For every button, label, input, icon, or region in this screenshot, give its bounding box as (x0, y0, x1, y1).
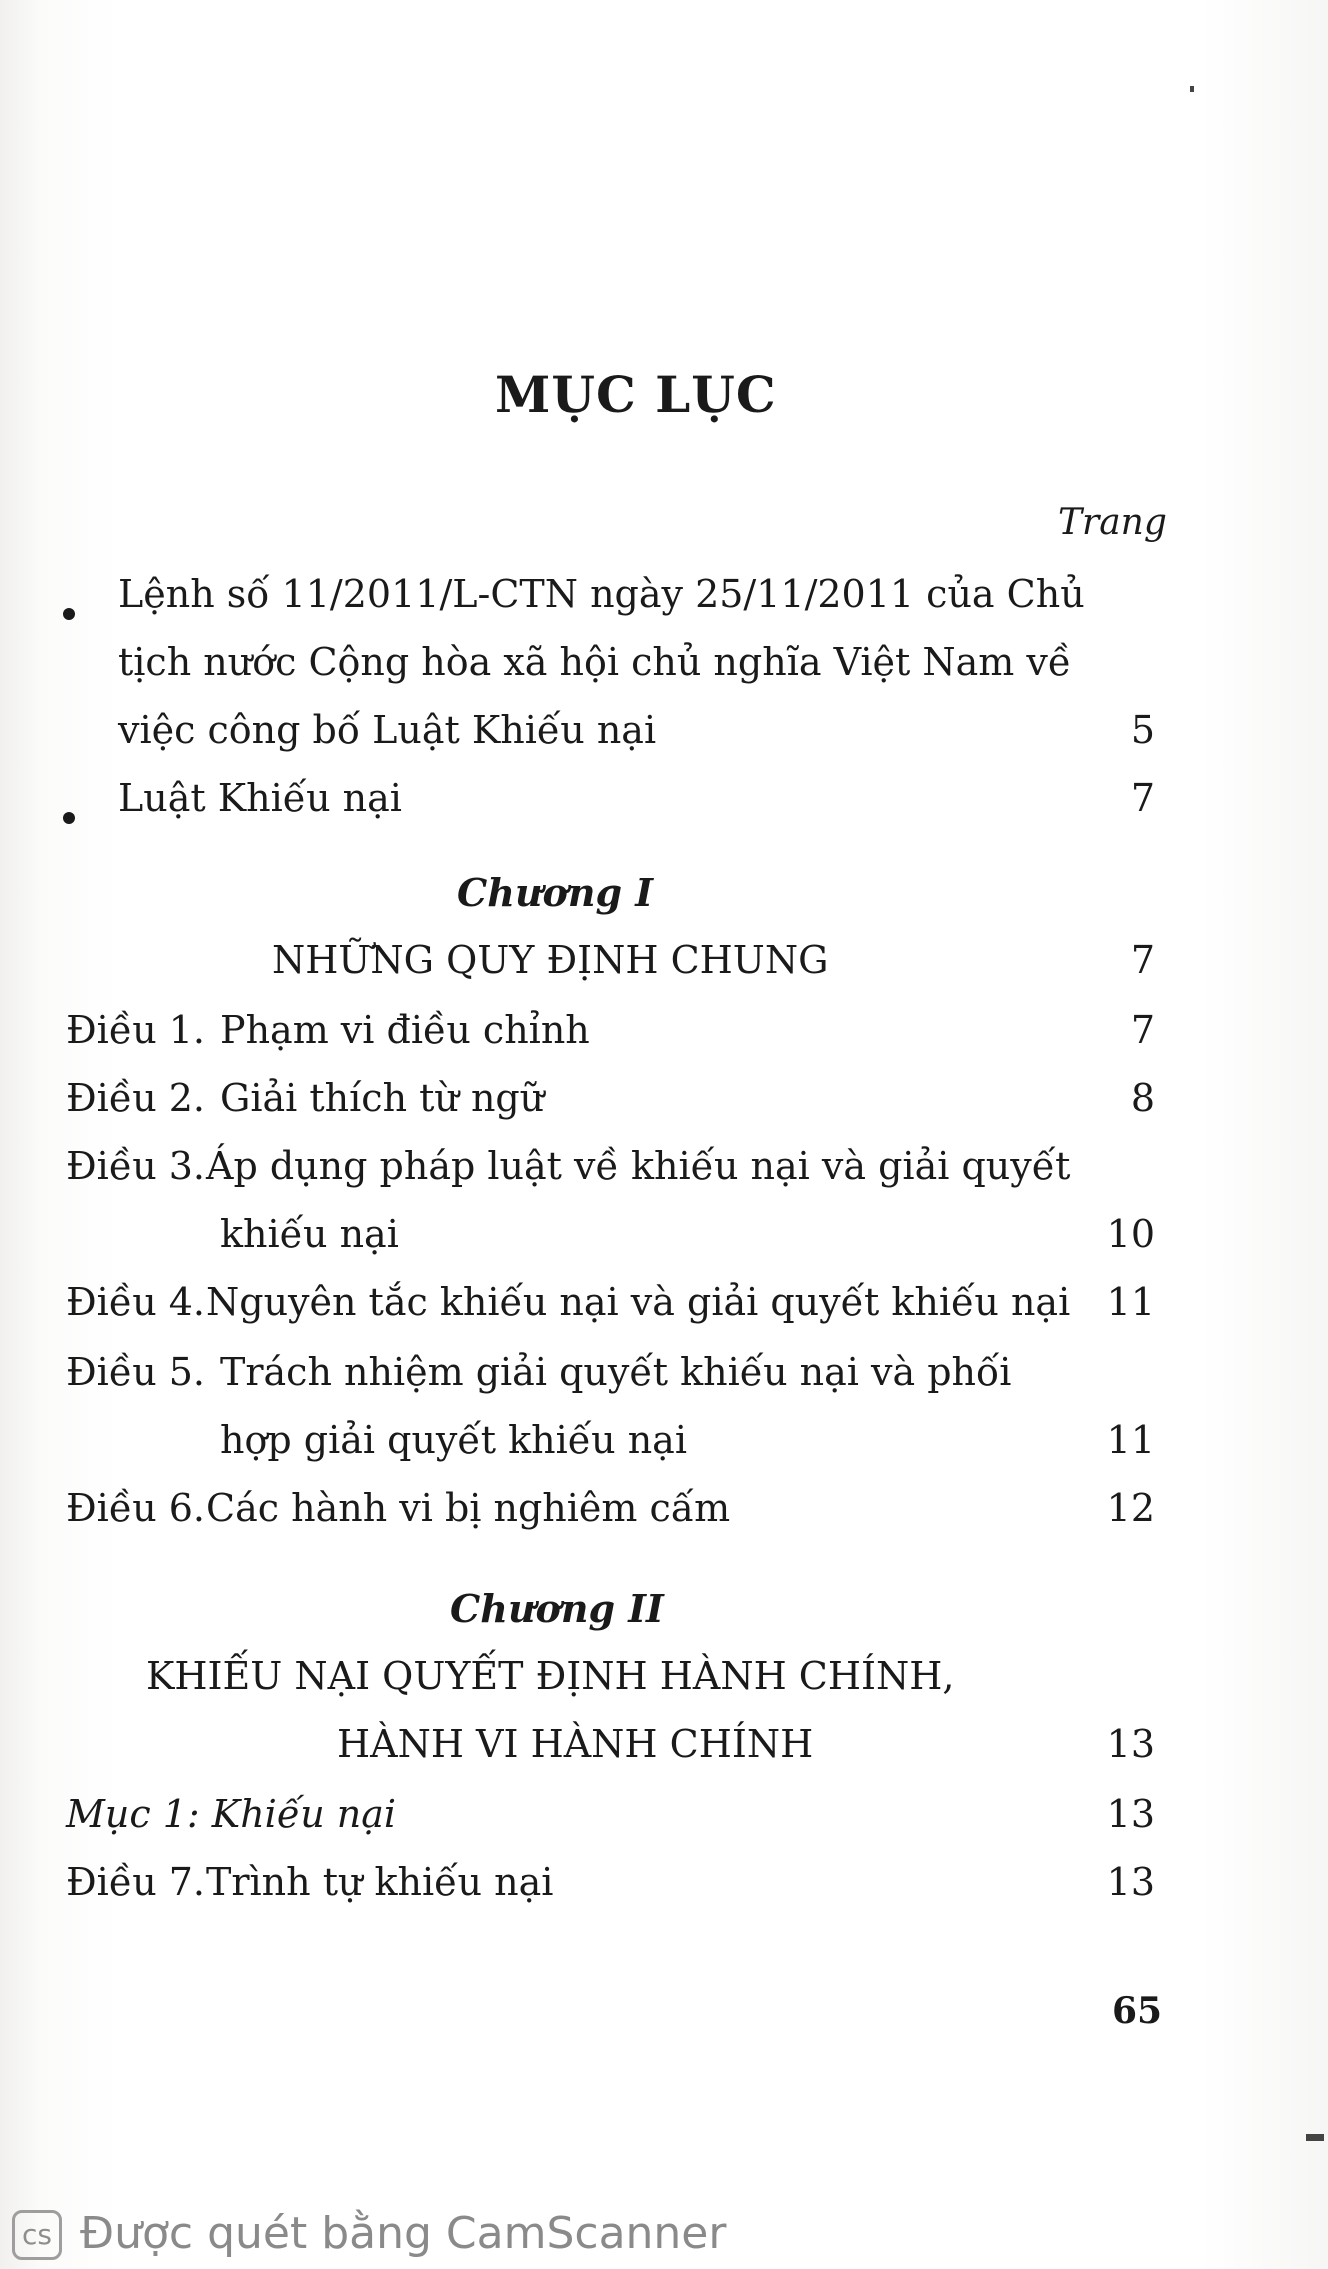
article-label: Điều 2. (66, 1076, 206, 1120)
toc-entry-text: việc công bố Luật Khiếu nại (118, 708, 657, 752)
toc-entry-text: tịch nước Cộng hòa xã hội chủ nghĩa Việt Nam về (118, 640, 1072, 684)
chapter-label: Chương II (450, 1586, 664, 1631)
toc-page-number: 7 (1130, 938, 1155, 982)
article-text: Nguyên tắc khiếu nại và giải quyết khiếu nại (206, 1280, 1071, 1324)
camscanner-watermark (0, 2200, 1328, 2269)
page-title: MỤC LỤC (495, 365, 777, 424)
article-label: Điều 7. (66, 1860, 206, 1904)
watermark-text: Được quét bằng CamScanner (80, 2208, 727, 2259)
toc-page-number: 13 (1106, 1722, 1155, 1766)
article-label: Điều 1. (66, 1008, 206, 1052)
toc-page-number: 13 (1106, 1860, 1155, 1904)
article-label: Điều 6. (66, 1486, 206, 1530)
toc-page-number: 13 (1106, 1792, 1155, 1836)
article-text: Áp dụng pháp luật về khiếu nại và giải quyết (206, 1144, 1071, 1188)
article-label: Điều 3. (66, 1144, 206, 1188)
chapter-heading: NHỮNG QUY ĐỊNH CHUNG (272, 938, 829, 982)
article-label: Điều 4. (66, 1280, 206, 1324)
bullet-dot (63, 608, 75, 620)
toc-page-number: 11 (1106, 1418, 1155, 1462)
scan-speck (1190, 86, 1194, 92)
toc-page-number: 5 (1130, 708, 1155, 752)
chapter-heading: KHIẾU NẠI QUYẾT ĐỊNH HÀNH CHÍNH, (146, 1654, 955, 1698)
article-text: Phạm vi điều chỉnh (220, 1008, 590, 1052)
toc-page-number: 12 (1106, 1486, 1155, 1530)
toc-entry-text: Luật Khiếu nại (118, 776, 402, 820)
scan-speck (1306, 2134, 1324, 2141)
chapter-heading-continued: HÀNH VI HÀNH CHÍNH (337, 1722, 814, 1766)
toc-page-number: 11 (1106, 1280, 1155, 1324)
page-column-header: Trang (1058, 502, 1167, 543)
section-heading: Mục 1: Khiếu nại (66, 1792, 397, 1836)
article-text-continued: hợp giải quyết khiếu nại (220, 1418, 687, 1462)
bullet-dot (63, 812, 75, 824)
toc-page-number: 10 (1106, 1212, 1155, 1256)
chapter-label: Chương I (457, 870, 654, 915)
toc-entry-text: Lệnh số 11/2011/L-CTN ngày 25/11/2011 của Chủ (118, 572, 1085, 616)
page-number: 65 (1112, 1990, 1163, 2032)
article-label: Điều 5. (66, 1350, 206, 1394)
toc-page-number: 7 (1130, 776, 1155, 820)
camscanner-logo-icon: cs (12, 2210, 62, 2260)
article-text: Các hành vi bị nghiêm cấm (206, 1486, 731, 1530)
toc-page-number: 7 (1130, 1008, 1155, 1052)
article-text: Trình tự khiếu nại (206, 1860, 554, 1904)
article-text: Giải thích từ ngữ (220, 1076, 545, 1120)
article-text-continued: khiếu nại (220, 1212, 399, 1256)
toc-page-number: 8 (1130, 1076, 1155, 1120)
article-text: Trách nhiệm giải quyết khiếu nại và phối (220, 1350, 1012, 1394)
